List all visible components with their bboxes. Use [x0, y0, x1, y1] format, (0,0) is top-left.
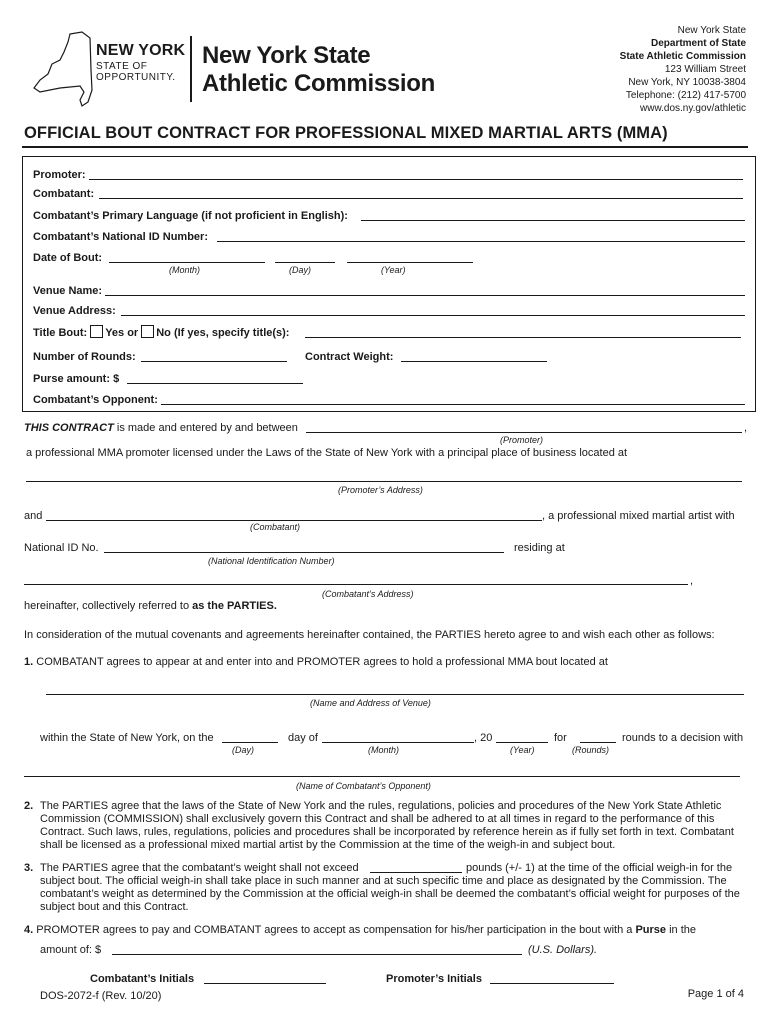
combatant-field[interactable]: [99, 198, 743, 199]
venue-address-label: Venue Address:: [33, 305, 116, 317]
page-header: [0, 0, 770, 118]
combatant-initials-field[interactable]: [204, 983, 326, 984]
rounds-decision-text: rounds to a decision with: [622, 732, 744, 744]
purse-amount-label: Purse amount: $: [33, 373, 120, 385]
bout-day-field[interactable]: [275, 262, 335, 263]
title-divider: [22, 146, 748, 148]
venue-caption: (Name and Address of Venue): [310, 698, 431, 708]
page-title: OFFICIAL BOUT CONTRACT FOR PROFESSIONAL MIXED MARTIAL ARTS (MMA): [24, 124, 668, 142]
combatant-address-field[interactable]: [24, 584, 688, 585]
consideration-text: In consideration of the mutual covenants and agreements hereinafter contained, the PARTIES hereto agree to and wish each other as follows:: [24, 629, 715, 641]
bout-year-field[interactable]: [347, 262, 473, 263]
promoter-address-caption: (Promoter’s Address): [338, 485, 423, 495]
national-id-label: Combatant’s National ID Number:: [33, 231, 208, 243]
nys-logo: [30, 30, 450, 110]
day-caption-2: (Day): [232, 745, 254, 755]
address-street: 123 William Street: [664, 64, 746, 75]
item1-text: COMBATANT agrees to appear at and enter into and PROMOTER agrees to hold a professional MMA bout located at: [36, 656, 608, 668]
purse-contract-field[interactable]: [112, 954, 522, 955]
item3-number: 3.: [24, 862, 34, 874]
year-caption-2: (Year): [510, 745, 535, 755]
day-caption: (Day): [289, 265, 311, 275]
no-checkbox[interactable]: [141, 325, 154, 338]
title-specify-field[interactable]: [305, 337, 741, 338]
combatant-initials-label: Combatant’s Initials: [90, 973, 195, 985]
month-caption-2: (Month): [368, 745, 400, 755]
combatant-label: Combatant:: [33, 188, 95, 200]
this-contract-bold: THIS CONTRACT: [24, 422, 114, 434]
item2-text: The PARTIES agree that the laws of the State of New York and the rules, regulations, policies and procedures of the New York State Athletic Commission (COMMISSION) shall exclusively govern this Contract and shall be adhered to at all times in regard to the performance of this Contract. Such laws, rules, regulations, policies and procedures shall be incorporated by reference herein as if fully set forth in text. Combatant shall be licensed as a professional mixed martial artist by the Commission at the time of the weigh-in and subject bout.: [40, 800, 734, 851]
contract-promoter-field[interactable]: [306, 432, 742, 433]
bout-month-contract-field[interactable]: [322, 742, 474, 743]
rounds-contract-field[interactable]: [580, 742, 616, 743]
this-contract-line: [24, 422, 298, 434]
promoter-licensed-text: a professional MMA promoter licensed under the Laws of the State of New York with a principal place of business located at: [26, 447, 628, 459]
opponent-caption: (Name of Combatant’s Opponent): [296, 781, 431, 791]
purse-bold: Purse: [635, 924, 667, 936]
title-bout-label: Title Bout:: [33, 327, 88, 339]
item3-text-b: pounds (+/- 1) at the time of the official weigh-in for the: [466, 862, 733, 874]
combatant-address-caption: (Combatant’s Address): [322, 589, 414, 599]
rounds-caption: (Rounds): [572, 745, 610, 755]
title-bout-row: [33, 325, 289, 339]
comma: ,: [744, 422, 748, 434]
opponent-field[interactable]: [161, 404, 745, 405]
item2-number: 2.: [24, 800, 34, 812]
item3-text-a: The PARTIES agree that the combatant’s weight shall not exceed: [40, 862, 359, 874]
form-number: DOS-2072-f (Rev. 10/20): [40, 990, 162, 1002]
address-telephone: Telephone: (212) 417-5700: [625, 90, 746, 101]
national-id-caption: (National Identification Number): [208, 556, 335, 566]
yes-or-label: Yes or: [105, 327, 139, 339]
month-caption: (Month): [169, 265, 201, 275]
address-city: New York, NY 10038-3804: [628, 77, 746, 88]
opponent-label: Combatant’s Opponent:: [33, 394, 158, 406]
bout-info-box: [22, 156, 756, 412]
within-state-text: within the State of New York, on the: [40, 732, 214, 744]
item3-text-rest: subject bout. The official weigh-in shall take place in such manner and at such specific time and place as designated by the Commission. The combatant’s weight as determined by the Commission at the official weigh-in shall be deemed the combatant’s official weight for purposes of the subject bout and this Contract.: [40, 875, 740, 913]
combatant-caption: (Combatant): [250, 522, 301, 532]
yes-checkbox[interactable]: [90, 325, 103, 338]
and-text: and: [24, 510, 43, 522]
logo-state-sub1: STATE OF: [96, 61, 148, 72]
venue-address-field[interactable]: [121, 315, 745, 316]
bout-month-field[interactable]: [109, 262, 265, 263]
page-number: Page 1 of 4: [687, 988, 744, 1000]
agency-address: [620, 24, 746, 115]
us-dollars-text: (U.S. Dollars).: [528, 944, 598, 956]
language-field[interactable]: [361, 220, 745, 221]
purse-amount-field[interactable]: [127, 383, 303, 384]
the-parties-bold: as the PARTIES.: [192, 600, 277, 612]
hereinafter-line: [24, 600, 277, 612]
address-department: Department of State: [650, 38, 746, 49]
venue-name-label: Venue Name:: [33, 285, 103, 297]
contract-weight-field[interactable]: [401, 361, 547, 362]
made-between-text: is made and entered by and between: [113, 422, 298, 434]
logo-state-sub2: OPPORTUNITY.: [96, 72, 176, 83]
rounds-label: Number of Rounds:: [33, 351, 136, 363]
national-id-no-field[interactable]: [104, 552, 504, 553]
opponent-name-field[interactable]: [24, 776, 740, 777]
promoter-label: Promoter:: [33, 169, 86, 181]
item1-line: [24, 656, 608, 668]
item4-line: [24, 924, 696, 936]
for-text: for: [554, 732, 567, 744]
national-id-field[interactable]: [217, 241, 745, 242]
bout-day-contract-field[interactable]: [222, 742, 278, 743]
logo-commission-line1: New York State: [202, 42, 371, 69]
item4-text: PROMOTER agrees to pay and COMBATANT agrees to accept as compensation for his/her participation in the bout with a: [36, 924, 636, 936]
promoter-address-field[interactable]: [26, 481, 742, 482]
date-of-bout-label: Date of Bout:: [33, 252, 103, 264]
item1-number: 1.: [24, 656, 34, 668]
logo-divider: [190, 36, 192, 102]
address-commission: State Athletic Commission: [619, 51, 746, 62]
combatant-name-field[interactable]: [46, 520, 542, 521]
bout-year-contract-field[interactable]: [496, 742, 548, 743]
hereinafter-text: hereinafter, collectively referred to: [24, 600, 193, 612]
logo-commission-line2: Athletic Commission: [202, 70, 435, 97]
amount-of-text: amount of: $: [40, 944, 102, 956]
contract-weight-label: Contract Weight:: [305, 351, 394, 363]
max-weight-field[interactable]: [370, 872, 462, 873]
no-specify-label: No (If yes, specify title(s):: [156, 327, 290, 339]
address-website: www.dos.ny.gov/athletic: [640, 103, 746, 114]
logo-state-name: NEW YORK: [96, 42, 186, 59]
national-id-no-text: National ID No.: [24, 542, 99, 554]
day-of-text: day of: [288, 732, 318, 744]
new-york-state-map-icon: [30, 30, 94, 110]
promoter-caption: (Promoter): [500, 435, 544, 445]
in-the-text: in the: [666, 924, 696, 936]
year-caption: (Year): [381, 265, 406, 275]
comma-2: ,: [690, 575, 694, 587]
residing-at-text: residing at: [514, 542, 565, 554]
item4-number: 4.: [24, 924, 34, 936]
promoter-initials-field[interactable]: [490, 983, 614, 984]
professional-artist-text: , a professional mixed martial artist with: [542, 510, 735, 522]
address-line: New York State: [677, 25, 746, 36]
language-label: Combatant’s Primary Language (if not proficient in English):: [33, 210, 348, 222]
twenty-text: , 20: [474, 732, 493, 744]
promoter-field[interactable]: [89, 179, 743, 180]
venue-name-field[interactable]: [105, 295, 745, 296]
venue-name-address-field[interactable]: [46, 694, 744, 695]
promoter-initials-label: Promoter’s Initials: [386, 973, 482, 985]
rounds-field[interactable]: [141, 361, 287, 362]
